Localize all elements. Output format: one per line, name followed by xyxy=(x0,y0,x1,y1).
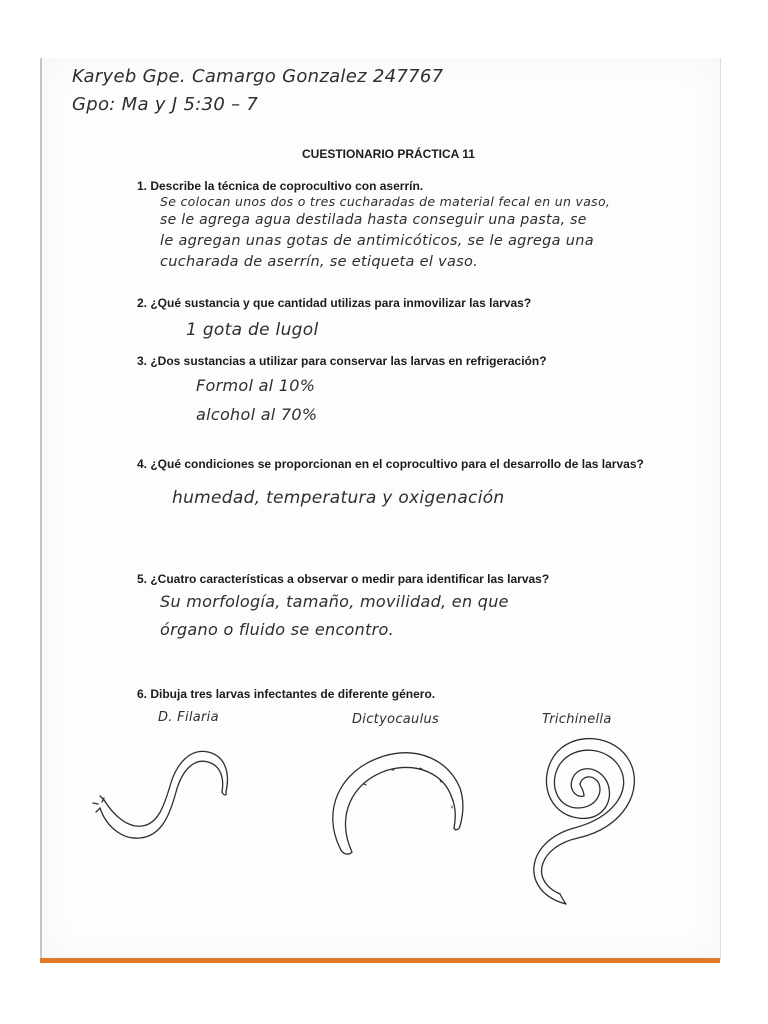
dictyocaulus-larva-drawing-icon xyxy=(333,753,463,854)
drawing-label-filaria: D. Filaria xyxy=(158,710,219,725)
question-4-label: 4. ¿Qué condiciones se proporcionan en el coprocultivo para el desarrollo de las larvas? xyxy=(137,457,644,471)
question-1-answer-line-4: cucharada de aserrín, se etiqueta el vaso. xyxy=(160,254,479,270)
student-group: Gpo: Ma y J 5:30 – 7 xyxy=(72,94,259,115)
trichinella-larva-drawing-icon xyxy=(534,739,635,904)
question-1-answer-line-2: se le agrega agua destilada hasta conseguir una pasta, se xyxy=(160,212,587,228)
question-2-answer: 1 gota de lugol xyxy=(186,320,319,340)
drawing-label-trichinella: Trichinella xyxy=(542,712,612,727)
question-2-label: 2. ¿Qué sustancia y que cantidad utilizas para inmovilizar las larvas? xyxy=(137,296,532,310)
question-3-answer-line-1: Formol al 10% xyxy=(196,376,316,395)
student-name: Karyeb Gpe. Camargo Gonzalez 247767 xyxy=(72,66,444,87)
question-4-answer: humedad, temperatura y oxigenación xyxy=(172,488,505,508)
drawing-label-dictyocaulus: Dictyocaulus xyxy=(352,712,440,727)
question-3-label: 3. ¿Dos sustancias a utilizar para conservar las larvas en refrigeración? xyxy=(137,354,547,368)
question-1-answer-line-1: Se colocan unos dos o tres cucharadas de material fecal en un vaso, xyxy=(160,194,611,209)
question-1-label: 1. Describe la técnica de coprocultivo con aserrín. xyxy=(137,179,424,193)
question-1-answer-line-3: le agregan unas gotas de antimicóticos, se le agrega una xyxy=(160,233,594,249)
filaria-larva-drawing-icon xyxy=(93,751,227,838)
question-5-answer-line-2: órgano o fluido se encontro. xyxy=(160,620,395,639)
question-3-answer-line-2: alcohol al 70% xyxy=(196,405,318,424)
question-5-answer-line-1: Su morfología, tamaño, movilidad, en que xyxy=(160,592,509,611)
question-6-label: 6. Dibuja tres larvas infectantes de diferente género. xyxy=(137,687,436,701)
page-title: CUESTIONARIO PRÁCTICA 11 xyxy=(302,147,475,161)
question-5-label: 5. ¿Cuatro características a observar o medir para identificar las larvas? xyxy=(137,572,550,586)
